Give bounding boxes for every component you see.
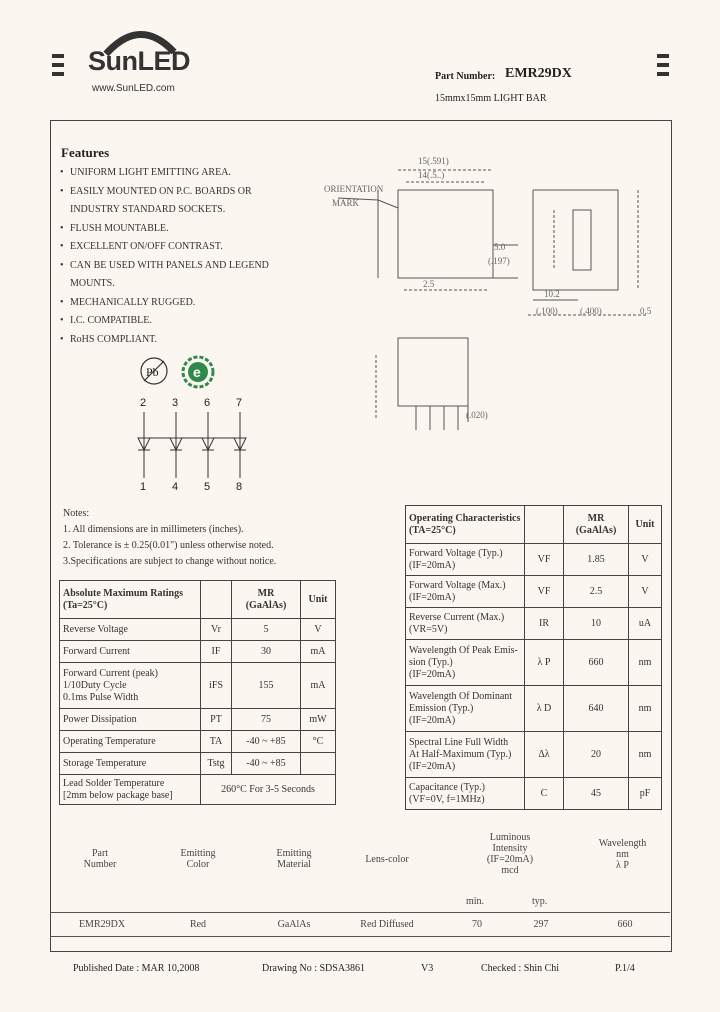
sel-divider-bottom [50, 936, 670, 937]
feature-item [60, 201, 320, 220]
abs_max-row [60, 663, 336, 709]
param-unit: nm [629, 732, 662, 778]
param-value: 45 [564, 778, 629, 810]
abs-max-cond: (Ta=25°C) [63, 599, 108, 611]
param-text: Wavelength Of Peak Emis- [409, 644, 518, 656]
op-char-title: Operating Characteristics [409, 512, 521, 524]
param-symbol: iFS [201, 663, 232, 709]
part-number-label: Part Number: [435, 71, 496, 82]
pin-label-bottom: 4 [172, 481, 179, 493]
param-text: (IF=20mA) [409, 714, 456, 726]
abs_max-row [60, 775, 336, 805]
param-text: Forward Voltage (Max.) [409, 579, 506, 591]
param-text: (IF=20mA) [409, 591, 456, 603]
feature-text: I.C. COMPATIBLE. [70, 315, 152, 326]
note-line-1: 1. All dimensions are in millimeters (inches). [63, 524, 244, 535]
pin-label-bottom: 1 [140, 481, 147, 493]
sel-h-mat2: Material [277, 859, 311, 870]
sel-row-part: EMR29DX [78, 919, 126, 930]
feature-text: EXCELLENT ON/OFF CONTRAST. [70, 241, 223, 252]
abs_max-row [60, 709, 336, 731]
mark-label: MARK [332, 198, 360, 208]
param-value: 20 [564, 732, 629, 778]
param-unit: V [629, 544, 662, 576]
pin-label-top: 7 [236, 397, 243, 409]
param-text: Wavelength Of Dominant [409, 690, 513, 702]
note-line-2: 2. Tolerance is ± 0.25(0.01") unless otherwise noted. [63, 540, 274, 551]
sel-typ-label: typ. [532, 896, 548, 907]
bullet-icon: • [60, 315, 64, 326]
param-unit: V [629, 576, 662, 608]
dim-inner: 14(.5..) [418, 170, 445, 180]
feature-item [60, 183, 320, 202]
param-unit: mW [301, 709, 336, 731]
abs-max-col-mat: (GaAlAs) [245, 599, 287, 611]
param-value: -40 ~ +85 [232, 753, 301, 775]
param-text: At Half-Maximum (Typ.) [409, 748, 512, 760]
pb-free-icon [138, 355, 170, 387]
feature-item [60, 294, 320, 313]
param-symbol: IF [201, 641, 232, 663]
op-char-col-mat: (GaAlAs) [575, 524, 617, 536]
op_char-row [406, 640, 662, 686]
sel-row-color: Red [189, 919, 207, 930]
op_char-row [406, 576, 662, 608]
abs_max-row [60, 731, 336, 753]
param-text: Forward Voltage (Typ.) [409, 547, 503, 559]
feature-text: FLUSH MOUNTABLE. [70, 222, 169, 234]
sel-row-wave: 660 [617, 919, 633, 930]
sel-row-lens: Red Diffused [360, 919, 414, 930]
param-symbol: Tstg [201, 753, 232, 775]
op_char-row [406, 778, 662, 810]
bullet-icon: • [60, 259, 64, 271]
param-unit: °C [301, 731, 336, 753]
pin-label-top: 6 [204, 397, 211, 409]
notes [63, 506, 276, 570]
param-symbol: λ D [525, 686, 564, 732]
abs-max-col-mr: MR [257, 587, 275, 599]
feature-item [60, 331, 320, 350]
dim-bottom: 2.5 [423, 279, 435, 289]
sel-h-wave3: λ P [616, 860, 629, 871]
feature-item [60, 257, 320, 276]
sel-h-lum: Luminous [489, 832, 531, 843]
abs-max-header [60, 581, 201, 619]
sel-h-mat: Emitting [276, 848, 312, 859]
dim-side-pitch3: 0.5 [640, 306, 652, 316]
selection-guide [50, 830, 670, 945]
dim-side-pitch2: (.400) [580, 306, 602, 316]
op_char-row [406, 544, 662, 576]
param-unit: V [301, 619, 336, 641]
param-text: Reverse Current (Max.) [409, 611, 505, 623]
param-symbol: λ P [525, 640, 564, 686]
param-symbol: VF [525, 576, 564, 608]
param-value: 660 [564, 640, 629, 686]
param-text: (VR=5V) [409, 623, 448, 635]
param-text: Forward Current [63, 645, 130, 657]
param-value: 75 [232, 709, 301, 731]
param-text: Spectral Line Full Width [409, 736, 509, 748]
sel-min-label: min. [466, 896, 485, 907]
abs_max-row [60, 753, 336, 775]
diode-symbol [138, 412, 150, 478]
param-value: 10 [564, 608, 629, 640]
param-value: 260°C For 3-5 Seconds [201, 775, 336, 805]
dim-height: 5.0 [494, 242, 506, 252]
footer-page: P.1/4 [615, 963, 635, 974]
website-text: www.SunLED.com [92, 83, 175, 94]
feature-item [60, 220, 320, 239]
param-symbol: Δλ [525, 732, 564, 778]
pin-label-bottom: 8 [236, 481, 243, 493]
op-char-table [405, 505, 662, 810]
abs_max-row [60, 619, 336, 641]
front-view-outline [398, 190, 493, 278]
orient-label: ORIENTATION [324, 184, 384, 194]
bottom-view-outline [398, 338, 468, 406]
pin-label-top: 2 [140, 397, 147, 409]
op_char-row [406, 686, 662, 732]
param-text: Forward Current (peak) [63, 667, 158, 679]
bullet-icon: • [60, 333, 64, 345]
note-line-3: 3.Specifications are subject to change without notice. [63, 556, 277, 567]
feature-text: CAN BE USED WITH PANELS AND LEGEND [70, 259, 269, 271]
footer-version: V3 [421, 963, 434, 974]
footer-drawing: Drawing No : SDSA3861 [262, 963, 366, 974]
bullet-icon: • [60, 296, 64, 308]
diode-schematic [130, 410, 260, 480]
feature-item [60, 164, 320, 183]
param-symbol: PT [201, 709, 232, 731]
param-unit: pF [629, 778, 662, 810]
param-value: 640 [564, 686, 629, 732]
param-unit: mA [301, 663, 336, 709]
sel-h-wave2: nm [616, 849, 629, 860]
feature-text: RoHS COMPLIANT. [70, 333, 158, 345]
param-text: (IF=20mA) [409, 760, 456, 772]
brand-logo-text: SunLED [88, 46, 190, 76]
op-char-col-mr: MR [587, 512, 605, 524]
pin-label-bottom: 5 [204, 481, 211, 493]
op-char-col-unit: Unit [629, 506, 662, 544]
param-unit: nm [629, 686, 662, 732]
bullet-icon: • [60, 185, 64, 197]
pb-label: Pb [146, 365, 159, 379]
dim-width: 15(.591) [418, 156, 449, 166]
package-drawing [318, 150, 668, 440]
abs-max-table [59, 580, 336, 805]
sel-h-color2: Color [186, 859, 210, 870]
param-value: 30 [232, 641, 301, 663]
feature-item [60, 238, 320, 257]
param-text: [2mm below package base] [63, 789, 173, 801]
rohs-label: e [193, 364, 201, 380]
sel-h-wave: Wavelength [598, 838, 647, 849]
bullet-icon: • [60, 241, 64, 252]
feature-item [60, 275, 320, 294]
pin-label-top: 3 [172, 397, 179, 409]
sel-row-mat: GaAlAs [277, 919, 311, 930]
param-text: 1/10Duty Cycle [63, 679, 127, 691]
op_char-row [406, 732, 662, 778]
dim-lead: (.020) [466, 410, 488, 420]
abs_max-row [60, 641, 336, 663]
diode-symbol [170, 412, 182, 478]
param-text: Emission (Typ.) [409, 702, 474, 714]
sel-h-lens: Lens-color [365, 854, 409, 865]
param-unit [301, 753, 336, 775]
param-unit: uA [629, 608, 662, 640]
sel-h-lum4: mcd [501, 865, 519, 876]
sel-row-typ: 297 [533, 919, 549, 930]
dim-height-in: (.197) [488, 256, 510, 266]
subtitle: 15mmx15mm LIGHT BAR [435, 93, 547, 104]
feature-item [60, 312, 320, 331]
diode-symbol [202, 412, 214, 478]
param-symbol: VF [525, 544, 564, 576]
abs-max-title: Absolute Maximum Ratings [63, 587, 184, 599]
param-value: -40 ~ +85 [232, 731, 301, 753]
param-text: Storage Temperature [63, 757, 147, 769]
param-text: Capacitance (Typ.) [409, 781, 485, 793]
sel-divider-top [50, 912, 670, 913]
footer-published: Published Date : MAR 10,2008 [73, 963, 200, 974]
left-bars-decoration [52, 54, 64, 81]
sel-row-min: 70 [472, 919, 482, 930]
feature-text: MOUNTS. [70, 278, 115, 289]
param-text: Operating Temperature [63, 735, 156, 747]
param-text: Reverse Voltage [63, 623, 128, 635]
sel-h-color: Emitting [180, 848, 216, 859]
feature-text: EASILY MOUNTED ON P.C. BOARDS OR [70, 185, 252, 197]
feature-text: UNIFORM LIGHT EMITTING AREA. [70, 167, 231, 178]
param-text: (IF=20mA) [409, 559, 456, 571]
part-number: EMR29DX [505, 66, 572, 81]
param-text: sion (Typ.) [409, 656, 453, 668]
dim-side: 10.2 [544, 289, 560, 299]
feature-text: MECHANICALLY RUGGED. [70, 296, 196, 308]
param-text: Lead Solder Temperature [63, 777, 165, 789]
param-symbol: IR [525, 608, 564, 640]
features-list [60, 164, 320, 349]
param-value: 2.5 [564, 576, 629, 608]
param-unit: nm [629, 640, 662, 686]
op-char-header [406, 506, 525, 544]
bullet-icon: • [60, 167, 64, 178]
param-value: 1.85 [564, 544, 629, 576]
param-text: (IF=20mA) [409, 668, 456, 680]
bullet-icon: • [60, 222, 64, 234]
diode-symbol [234, 412, 246, 478]
sel-h-lum2: Intensity [492, 843, 528, 854]
param-value: 5 [232, 619, 301, 641]
param-symbol: C [525, 778, 564, 810]
param-text: Power Dissipation [63, 713, 137, 725]
sel-h-part2: Number [83, 859, 117, 870]
right-bars-decoration [657, 54, 669, 81]
footer-checked: Checked : Shin Chi [481, 963, 560, 974]
param-value: 155 [232, 663, 301, 709]
features-title: Features [61, 145, 110, 160]
abs-max-col-unit: Unit [301, 581, 336, 619]
feature-text: INDUSTRY STANDARD SOCKETS. [70, 204, 226, 215]
sel-h-part: Part [91, 848, 109, 859]
op-char-cond: (TA=25°C) [409, 524, 456, 536]
param-text: (VF=0V, f=1MHz) [409, 793, 485, 805]
sel-h-lum3: (IF=20mA) [486, 854, 534, 865]
param-symbol: TA [201, 731, 232, 753]
rohs-e-icon [180, 354, 216, 390]
param-unit: mA [301, 641, 336, 663]
dim-side-pitch: (.100) [536, 306, 558, 316]
param-symbol: Vr [201, 619, 232, 641]
notes-title: Notes: [63, 508, 90, 519]
param-text: 0.1ms Pulse Width [63, 691, 139, 703]
op_char-row [406, 608, 662, 640]
